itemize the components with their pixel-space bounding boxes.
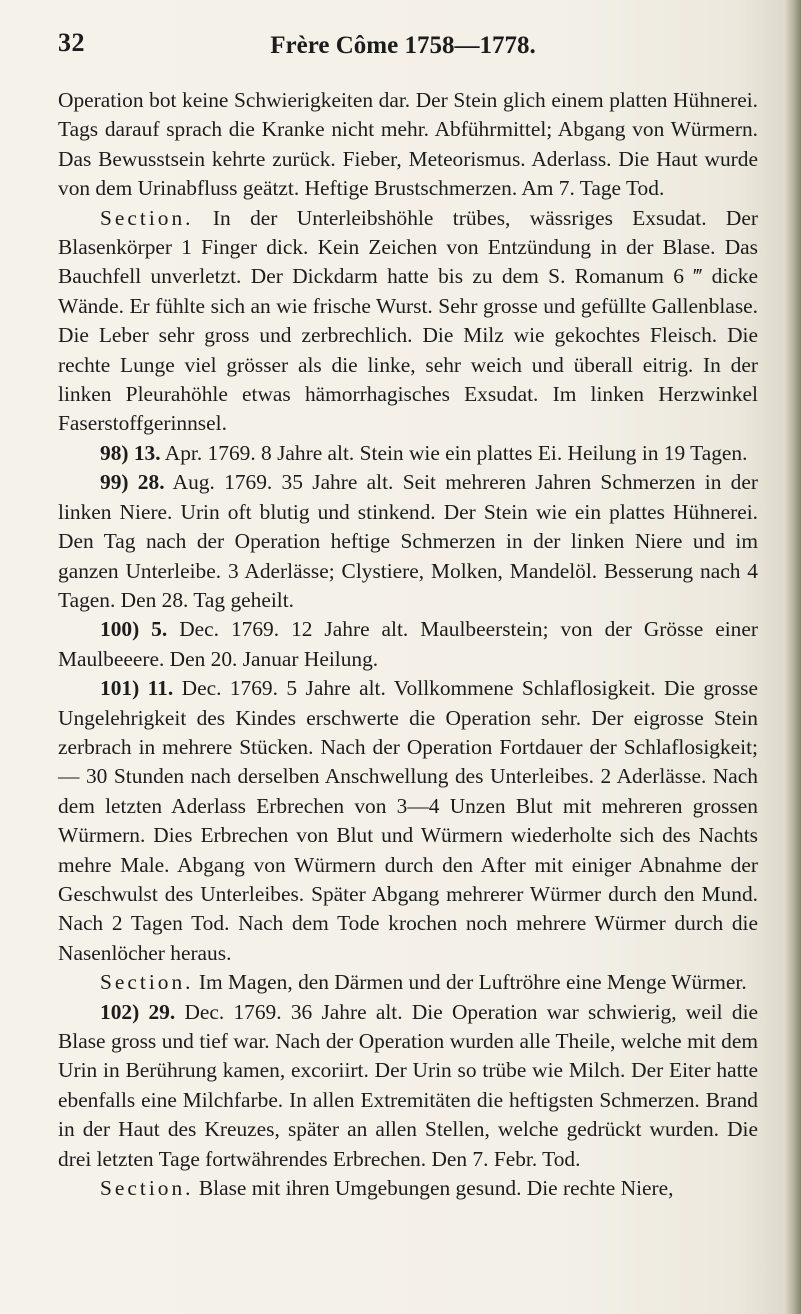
paragraph-text: Operation bot keine Schwierigkeiten dar. Der Stein glich einem platten Hühnerei. Tags darauf sprach die Kranke nicht mehr. Abführmittel; Abgang von Würmern. Das Bewusstsein kehrte zurück. Fieber, Meteorismus. Aderlass. Die Haut wurde von dem Urinabfluss geätzt. Heftige Brustschmerzen. Am 7. Tage Tod.: [58, 88, 758, 201]
paragraph-case-continuation: [58, 86, 758, 204]
paragraph-text: Aug. 1769. 35 Jahre alt. Seit mehreren Jahren Schmerzen in der linken Niere. Urin oft blutig und stinkend. Der Stein wie ein plattes Hühnerei. Den Tag nach der Operation heftige Schmerzen in der linken Niere und im ganzen Unterleibe. 3 Aderlässe; Clystiere, Molken, Mandelöl. Besserung nach 4 Tagen. Den 28. Tag geheilt.: [58, 470, 758, 612]
case-number: 102) 29.: [100, 999, 176, 1024]
section-heading: Section.: [100, 205, 194, 230]
paragraph-text: Blase mit ihren Umgebungen gesund. Die rechte Niere,: [193, 1176, 674, 1201]
paragraph-section-report: [58, 204, 758, 439]
paragraph-section-report: [58, 968, 758, 997]
page-number: 32: [58, 28, 85, 57]
section-heading: Section.: [100, 1176, 194, 1201]
paragraph-text: Dec. 1769. 12 Jahre alt. Maulbeerstein; von der Grösse einer Maulbeeere. Den 20. Januar Heilung.: [58, 617, 758, 671]
case-number: 99) 28.: [100, 470, 165, 495]
paragraph-case-102: [58, 998, 758, 1174]
paragraph-text: Dec. 1769. 5 Jahre alt. Vollkommene Schlaflosigkeit. Die grosse Ungelehrigkeit des Kindes erschwerte die Operation sehr. Der eigrosse Stein zerbrach in mehrere Stücken. Nach der Operation Fortdauer der Schlaflosigkeit; — 30 Stunden nach derselben Anschwellung des Unterleibes. 2 Aderlässe. Nach dem letzten Aderlass Erbrechen von 3—4 Unzen Blut mit mehreren grossen Würmern. Dies Erbrechen von Blut und Würmern wiederholte sich des Nachts mehre Male. Abgang von Würmern durch den After mit einiger Abnahme der Geschwulst des Unterleibes. Später Abgang mehrerer Würmer durch den Mund. Nach 2 Tagen Tod. Nach dem Tode krochen noch mehrere Würmer durch die Nasenlöcher heraus.: [58, 676, 758, 965]
body-text: [58, 86, 758, 1203]
paragraph-text: In der Unterleibshöhle trübes, wässriges Exsudat. Der Blasenkörper 1 Finger dick. Kein Zeichen von Entzündung in der Blase. Das Bauchfell unverletzt. Der Dickdarm hatte bis zu dem S. Romanum 6 ‴ dicke Wände. Er fühlte sich an wie frische Wurst. Sehr grosse und gefüllte Gallenblase. Die Leber sehr gross und zerbrechlich. Die Milz wie gekochtes Fleisch. Die rechte Lunge viel grösser als die linke, sehr weich und überall eitrig. In der linken Pleurahöhle etwas hämorrhagisches Exsudat. Im linken Herzwinkel Faserstoffgerinnsel.: [58, 205, 758, 436]
paragraph-case-100: [58, 615, 758, 674]
paragraph-case-101: [58, 674, 758, 968]
case-number: 98) 13.: [100, 440, 161, 465]
section-heading: Section.: [100, 970, 194, 995]
page-edge-shadow: [785, 0, 801, 1314]
page-header: [58, 28, 748, 58]
paragraph-case-98: [58, 439, 758, 468]
paragraph-text: Im Magen, den Därmen und der Luftröhre eine Menge Würmer.: [193, 970, 747, 995]
paragraph-case-99: [58, 468, 758, 615]
case-number: 100) 5.: [100, 617, 168, 642]
case-number: 101) 11.: [100, 676, 174, 701]
running-title: Frère Côme 1758—1778.: [270, 32, 536, 59]
paragraph-text: Dec. 1769. 36 Jahre alt. Die Operation war schwierig, weil die Blase gross und tief war. Nach der Operation wurden alle Theile, welche mit dem Urin in Berührung kamen, excoriirt. Der Urin so trübe wie Milch. Der Eiter hatte ebenfalls eine Milchfarbe. In allen Extremitäten die heftigsten Schmerzen. Brand in der Haut des Kreuzes, später an allen Stellen, welche gedrückt wurden. Die drei letzten Tage fortwährendes Erbrechen. Den 7. Febr. Tod.: [58, 999, 759, 1171]
paragraph-text: Apr. 1769. 8 Jahre alt. Stein wie ein plattes Ei. Heilung in 19 Tagen.: [160, 440, 748, 465]
paragraph-section-report: [58, 1174, 758, 1203]
